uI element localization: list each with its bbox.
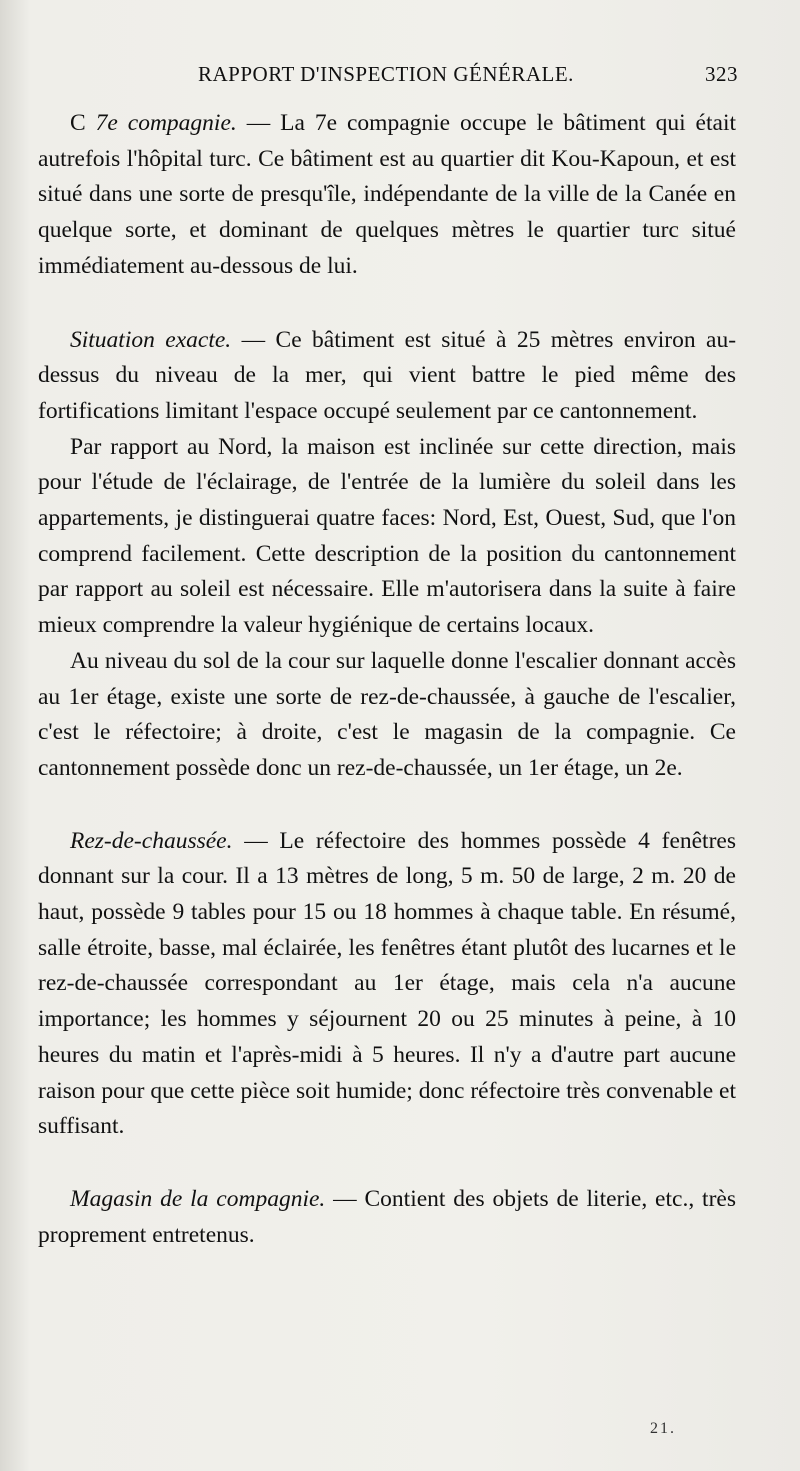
page-number: 323 (705, 62, 738, 86)
section-dash: — (231, 326, 276, 353)
section-lead: 7e compagnie. (95, 110, 237, 136)
section-lead: Rez-de-chaussée. (70, 827, 233, 854)
printer-signature: 21. (650, 1420, 676, 1437)
section-dash: — (232, 827, 280, 854)
section-text: Contient des objets de literie, etc., très proprement entretenus. (38, 1185, 736, 1248)
paragraph-rez-de-chaussee (38, 824, 736, 1145)
section-dash: — (325, 1185, 365, 1212)
section-text: Au niveau du sol de la cour sur laquelle donne l'escalier donnant accès au 1er étage, existe une sorte de rez-de-chaussée, à gauche de l'escalier, c'est le réfectoire; à droite, c'est le magasin de la compagnie. Ce cantonnement possède donc un rez-de-chaussée, un 1er étage, un 2e. (38, 647, 736, 781)
running-head (198, 62, 738, 106)
paragraph-magasin (38, 1182, 736, 1253)
section-lead: Situation exacte. (70, 326, 232, 353)
paragraph-situation-exacte (38, 323, 736, 430)
section-text: Ce bâtiment est situé à 25 mètres environ au-dessus du niveau de la mer, qui vient battre le pied même des fortifications limitant l'espace occupé seulement par ce cantonnement. (38, 326, 737, 424)
section-text: Par rapport au Nord, la maison est inclinée sur cette direction, mais pour l'étude de l'éclairage, de l'entrée de la lumière du soleil dans les appartements, je distinguerai quatre faces: Nord, Est, Ouest, Sud, que l'on comprend facilement. Cette description de la position du cantonnement par rapport au soleil est nécessaire. Elle m'autorisera dans la suite à faire mieux comprendre la valeur hygiénique de certains locaux. (38, 433, 736, 639)
section-text: Le réfectoire des hommes possède 4 fenêtres donnant sur la cour. Il a 13 mètres de long, 5 m. 50 de large, 2 m. 20 de haut, possède 9 tables pour 15 ou 18 hommes à chaque table. En résumé, salle étroite, basse, mal éclairée, les fenêtres étant plutôt des lucarnes et le rez-de-chaussée correspondant au 1er étage, mais cela n'a aucune importance; les hommes y séjournent 20 ou 25 minutes à peine, à 10 heures du matin et l'après-midi à 5 heures. Il n'y a d'autre part aucune raison pour que cette pièce soit humide; donc réfectoire très convenable et suffisant. (38, 827, 736, 1140)
section-text: La 7e compagnie occupe le bâtiment qui était autrefois l'hôpital turc. Ce bâtiment est au quartier dit Kou-Kapoun, et est situé dans une sorte de presqu'île, indépendante de la ville de la Canée en quelque sorte, et dominant de quelques mètres le quartier turc situé immédiatement au-dessous de lui. (38, 110, 737, 279)
section-dash: — (236, 110, 281, 136)
paragraph-orientation (38, 430, 736, 644)
running-title: RAPPORT D'INSPECTION GÉNÉRALE. (198, 62, 574, 86)
section-lead: Magasin de la compagnie. (70, 1185, 326, 1212)
paragraph-7e-compagnie (38, 106, 736, 285)
paragraph-rez-de-chaussee-intro (38, 644, 736, 787)
section-marker: C (70, 110, 86, 136)
